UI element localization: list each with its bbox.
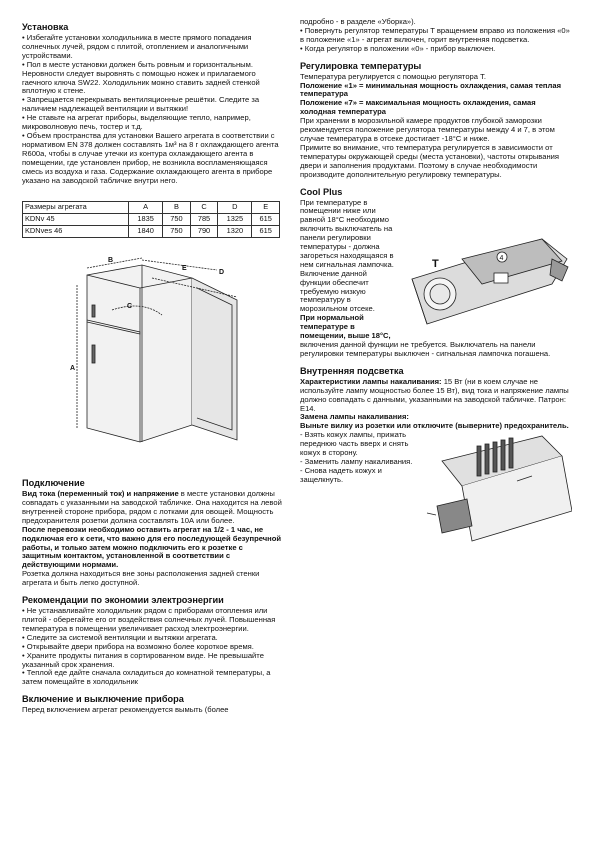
table-header-row [23,202,280,214]
label-c: C [127,303,133,311]
economy-title: Рекомендации по экономии электроэнергии [22,595,224,606]
lamp-cover-figure [422,431,572,546]
table-cell: KDNves 46 [23,226,129,238]
label-4: 4 [499,254,504,262]
power-cont-line: • Повернуть регулятор температуры T вращением вправо из положения «0» в положение «1» - агрегат включен, горит внутренняя подсветка. [300,25,570,44]
connect-text: Вид тока (переменный ток) и напряжение в месте установки должны совпадать с указанными на заводской табличке. Она находится на левой внутренней стороне прибора, рядом с лотками для овощей. Мощность предохранителя розетки должна составлять 10А или более. [22,489,282,525]
table-header: C [190,202,218,214]
label-e: E [182,265,187,273]
table-cell: 615 [252,214,280,226]
power-cont-line: подробно - в разделе «Уборка»). [300,17,416,26]
table-header: A [129,202,163,214]
temp-title: Регулировка температуры [300,60,422,71]
fridge-dimensions-figure [32,250,282,450]
label-d: D [219,269,225,277]
table-cell: 750 [163,214,191,226]
install-line: • Объем пространства для установки Вашего агрегата в соответствии с нормативом EN 378 должен составлять 1м³ на 8 г охлаждающего агента R600a, чтобы в случае утечки из контура охлаждающего агента в помещении, где установлен прибор, не возникла воспламеняющаяся смесь из воздуха и газа. Содержание охлаждающего агента в приборе указано на заводской табличке внутри него. [22,130,279,185]
coolplus-title: Cool Plus [300,186,343,197]
light-step: - Взять кожух лампы, прижать переднюю часть вверх и снять кожух в сторону. [300,430,409,458]
connect-text: Розетка должна находиться вне зоны расположения задней стенки агрегата и быть легко доступной. [22,569,260,588]
table-cell: 1325 [218,214,252,226]
label-b: B [108,257,114,265]
connect-title: Подключение [22,478,85,489]
light-warning: Выньте вилку из розетки или отключите (выверните) предохранитель. [300,421,569,431]
connect-warning: После перевозки необходимо оставить агрегат на 1/2 - 1 час, не подключая его к сети, что важно для его последующей безупречной работы, и только затем можно подключить его к розетке с защитным контактом, установленной в соответствии с действующими нормами. [22,524,282,570]
light-step: - Заменить лампу накаливания. [300,456,413,466]
power-text: Перед включением агрегат рекомендуется вымыть (более [22,705,229,715]
install-line: • Запрещается перекрывать вентиляционные решётки. Следите за наличием надлежащей вентиляции и вытяжки! [22,95,260,114]
table-header: D [218,202,252,214]
coolplus-text: При температуре в помещении ниже или равной 18°C необходимо включить выключатель на панели регулировки температуры - должна загореться находящаяся в нем сигнальная лампочка. Включение данной функции обеспечит требуемую низкую температуру в морозильном отсеке. [300,197,394,314]
light-replace-title: Замена лампы накаливания: [300,412,409,422]
table-cell: 750 [163,226,191,238]
table-cell: 1840 [129,226,163,238]
table-cell: KDNv 45 [23,214,129,226]
temp-text: Примите во внимание, что температура регулируется в зависимости от температуры окружающей среды (места установки), частоты открывания двери и заполнения продуктами. Поэтому в случае необходимости производите дополнительную регулировку температуры. [300,142,560,179]
coolplus-text: При нормальной температуре в помещении, выше 18°C, включения данной функции не требуется. Выключатель на панели регулировки температуры выключен - сигнальная лампочка погашена. [300,313,551,358]
left-column [22,22,284,715]
right-column [300,18,572,548]
temp-pos1: Положение «1» = минимальная мощность охлаждения, самая теплая температура [300,80,562,99]
economy-line: • Следите за системой вентиляции и вытяжки агрегата. [22,632,218,642]
economy-line: • Теплой еде дайте сначала охладиться до комнатной температуры, а затем помещайте в холодильник [22,668,271,687]
power-title: Включение и выключение прибора [22,694,184,705]
temp-pos7: Положение «7» = максимальная мощность охлаждения, самая холодная температура [300,98,536,117]
economy-line: • Открывайте двери прибора на возможно более короткое время. [22,641,254,651]
table-cell: 615 [252,226,280,238]
table-cell: 790 [190,226,218,238]
install-line: • Не ставьте на агрегат приборы, выделяющие тепло, например, микроволновую печь, тостер и т.д. [22,113,251,132]
install-line: • Избегайте установки холодильника в месте прямого попадания солнечных лучей, рядом с плитой, отоплением и аналогичными устройствами. [22,33,252,60]
table-row [23,214,280,226]
temp-text: При хранении в морозильной камере продуктов глубокой заморозки рекомендуется положение регулятора температуры между 4 и 7, в этом случае температура в отсеке достигает -18°C и ниже. [300,116,555,143]
table-header: B [163,202,191,214]
economy-line: • Не устанавливайте холодильник рядом с приборами отопления или плитой - оберегайте его от воздействия солнечных лучей. Повышенная температура в помещении увеличивает расход электроэнергии. [22,606,276,633]
label-a: A [70,365,76,373]
light-text: Характеристики лампы накаливания: 15 Вт (ни в коем случае не используйте лампу мощностью более 15 Вт), вид тока и напряжение лампы должно совпадать с данными, указанными на заводской табличке. Патрон: Е14. [300,376,569,413]
control-panel-figure [402,229,572,334]
light-step: - Снова надеть кожух и защелкнуть. [300,465,382,484]
table-cell: 785 [190,214,218,226]
economy-line: • Храните продукты питания в сортированном виде. Не превышайте указанный срок хранения. [22,650,264,669]
table-header: Размеры агрегата [23,202,129,214]
install-line: • Пол в месте установки должен быть ровным и горизонтальным. Неровности следует выровнять с помощью ножек и прилагаемого гаечного ключа SW22. Холодильник можно ставить задней стенкой вплотную к стене. [22,59,260,96]
install-title: Установка [22,22,69,32]
dimensions-table [22,201,280,238]
label-t: T [432,257,439,270]
table-cell: 1320 [218,226,252,238]
table-header: E [252,202,280,214]
power-cont-line: • Когда регулятор в положении «0» - прибор выключен. [300,43,496,53]
light-title: Внутренняя подсветка [300,365,404,376]
temp-text: Температура регулируется с помощью регулятора T. [300,71,487,81]
table-cell: 1835 [129,214,163,226]
table-row [23,226,280,238]
